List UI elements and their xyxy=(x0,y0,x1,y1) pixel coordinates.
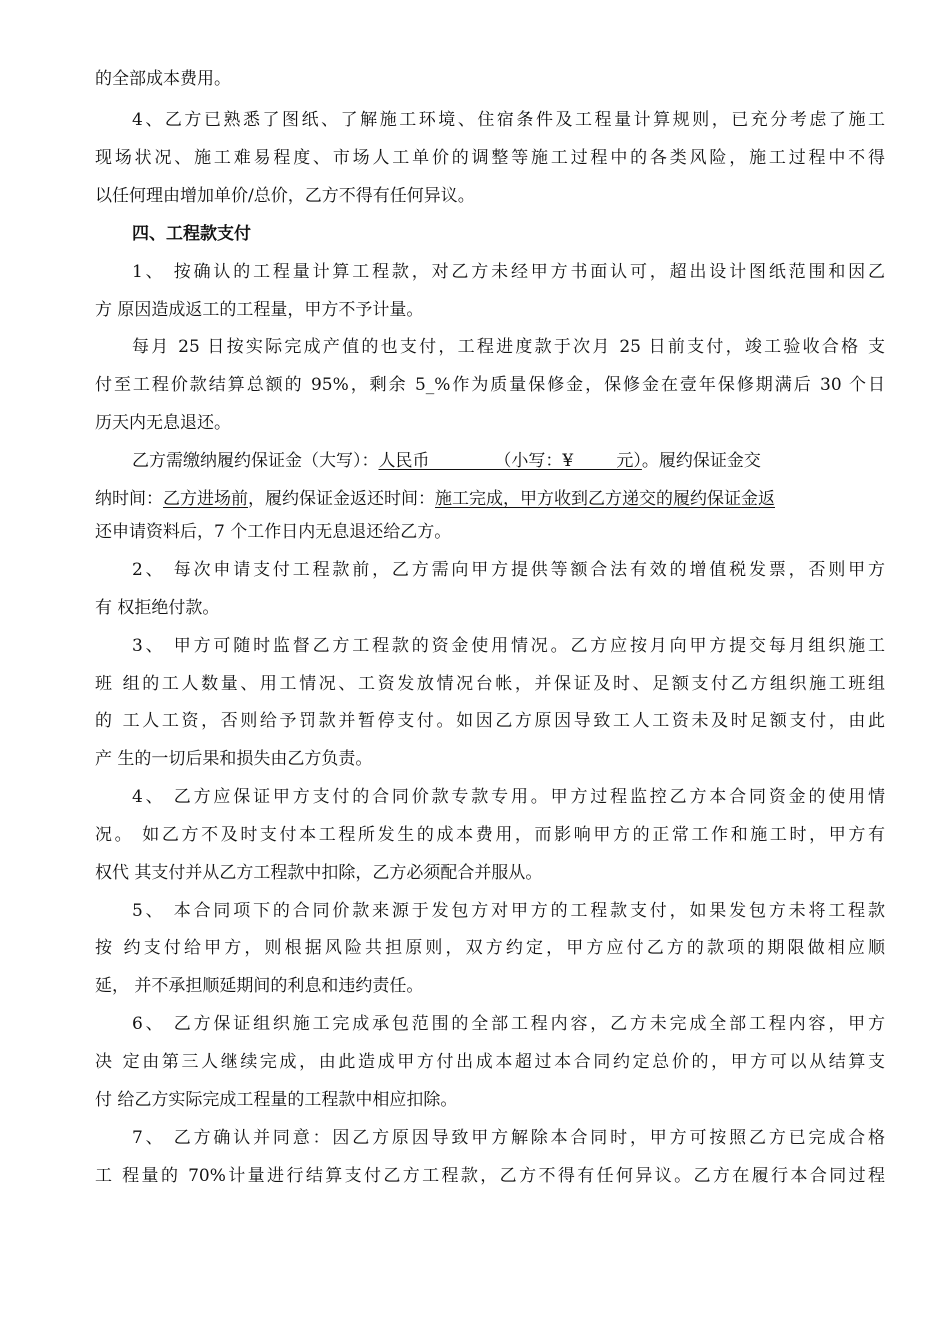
text-line: 况。 如乙方不及时支付本工程所发生的成本费用，而影响甲方的正常工作和施工时，甲方有 xyxy=(95,825,885,845)
text-segment: 纳时间： xyxy=(95,489,163,509)
text-line: 每月 25 日按实际完成产值的也支付，工程进度款于次月 25 日前支付，竣工验收合格 支 xyxy=(132,337,885,357)
text-segment: 乙方需缴纳履约保证金（大写）： xyxy=(132,451,379,471)
text-segment: 。履约保证金交 xyxy=(641,451,761,471)
text-line: 决 定由第三人继续完成，由此造成甲方付出成本超过本合同约定总价的，甲方可以从结算支 xyxy=(95,1052,885,1072)
text-line xyxy=(132,448,885,474)
text-line: 现场状况、施工难易程度、市场人工单价的调整等施工过程中的各类风险，施工过程中不得 xyxy=(95,148,885,168)
deposit-pay-time: 乙方进场前 xyxy=(163,489,248,509)
text-line xyxy=(95,486,885,512)
text-line: 产 生的一切后果和损失由乙方负责。 xyxy=(95,749,373,769)
text-line: 1、 按确认的工程量计算工程款，对乙方未经甲方书面认可，超出设计图纸范围和因乙 xyxy=(132,262,885,282)
text-line: 5、 本合同项下的合同价款来源于发包方对甲方的工程款支付，如果发包方未将工程款 xyxy=(132,901,885,921)
text-line: 班 组的工人数量、用工情况、工资发放情况台帐，并保证及时、足额支付乙方组织施工班组 xyxy=(95,674,885,694)
text-line: 的全部成本费用。 xyxy=(95,69,231,89)
text-line: 权代 其支付并从乙方工程款中扣除，乙方必须配合并服从。 xyxy=(95,863,543,883)
text-line: 2、 每次申请支付工程款前，乙方需向甲方提供等额合法有效的增值税发票，否则甲方 xyxy=(132,560,885,580)
text-line: 有 权拒绝付款。 xyxy=(95,598,220,618)
text-line: 方 原因造成返工的工程量，甲方不予计量。 xyxy=(95,300,424,320)
text-line: 付 给乙方实际完成工程量的工程款中相应扣除。 xyxy=(95,1090,458,1110)
text-line: 4、乙方已熟悉了图纸、了解施工环境、住宿条件及工程量计算规则，已充分考虑了施工 xyxy=(132,110,885,130)
text-line: 工 程量的 70%计量进行结算支付乙方工程款，乙方不得有任何异议。乙方在履行本合同过程 xyxy=(95,1166,885,1186)
text-segment: ，履约保证金返还时间： xyxy=(248,489,435,509)
text-line: 7、 乙方确认并同意：因乙方原因导致甲方解除本合同时，甲方可按照乙方已完成合格 xyxy=(132,1128,885,1148)
text-line: 延， 并不承担顺延期间的利息和违约责任。 xyxy=(95,976,424,996)
text-line: 付至工程价款结算总额的 95%，剩余 5_%作为质量保修金，保修金在壹年保修期满后 30 个日 xyxy=(95,375,885,395)
text-line: 4、 乙方应保证甲方支付的合同价款专款专用。甲方过程监控乙方本合同资金的使用情 xyxy=(132,787,885,807)
text-line: 以任何理由增加单价/总价，乙方不得有任何异议。 xyxy=(95,186,475,206)
text-line: 6、 乙方保证组织施工完成承包范围的全部工程内容，乙方未完成全部工程内容，甲方 xyxy=(132,1014,885,1034)
deposit-return-time: 施工完成，甲方收到乙方递交的履约保证金返 xyxy=(435,489,775,509)
text-line: 历天内无息退还。 xyxy=(95,413,231,433)
text-line: 的 工人工资，否则给予罚款并暂停支付。如因乙方原因导致工人工资未及时足额支付，由此 xyxy=(95,711,885,731)
section-heading: 四、工程款支付 xyxy=(132,224,251,244)
deposit-amount-field: 人民币 （小写：¥ 元） xyxy=(378,451,642,471)
text-line: 按 约支付给甲方，则根据风险共担原则，双方约定，甲方应付乙方的款项的期限做相应顺 xyxy=(95,938,885,958)
text-line: 还申请资料后，7 个工作日内无息退还给乙方。 xyxy=(95,522,452,542)
text-line: 3、 甲方可随时监督乙方工程款的资金使用情况。乙方应按月向甲方提交每月组织施工 xyxy=(132,636,885,656)
